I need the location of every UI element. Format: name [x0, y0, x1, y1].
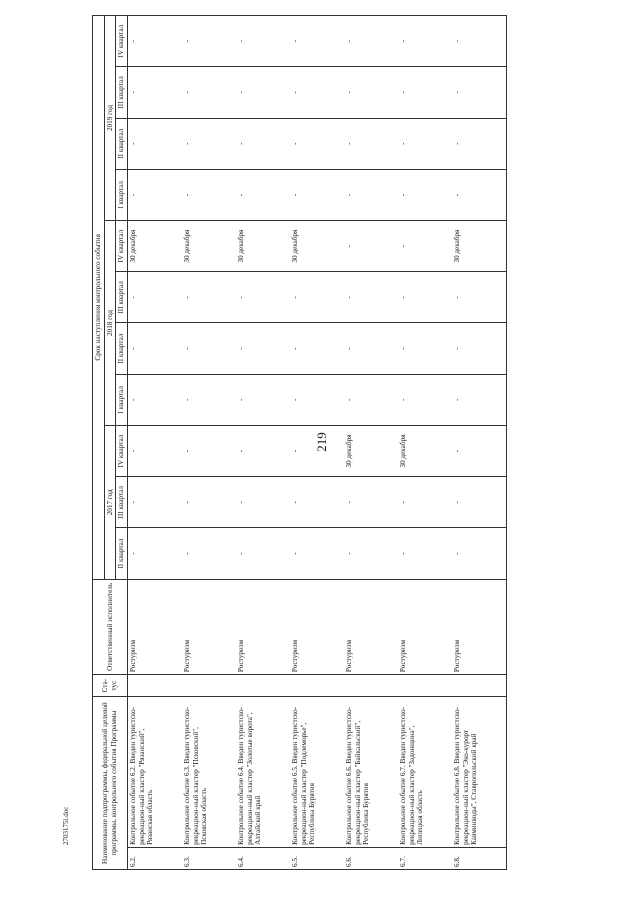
- deadline-cell: -: [452, 425, 507, 476]
- document-id: 2703175i.doc: [62, 806, 70, 845]
- deadline-cell: -: [127, 272, 182, 323]
- deadline-cell: -: [236, 477, 290, 528]
- deadline-cell: -: [127, 16, 182, 67]
- header-year-2019: 2019 год: [104, 16, 116, 221]
- deadline-cell: -: [182, 272, 236, 323]
- deadline-cell: -: [344, 272, 398, 323]
- event-status: [398, 675, 452, 697]
- table-row: [452, 16, 507, 870]
- event-status: [452, 675, 507, 697]
- deadline-cell: 30 декабря: [344, 425, 398, 476]
- deadline-cell: -: [290, 67, 344, 118]
- header-quarter: IV квартал: [116, 16, 128, 67]
- deadline-cell: -: [127, 374, 182, 425]
- rotated-table-container: [92, 15, 612, 870]
- row-number: 6.5.: [290, 847, 344, 869]
- responsible-executor: Ростуризм: [344, 579, 398, 674]
- deadline-cell: -: [398, 528, 452, 579]
- deadline-cell: -: [344, 16, 398, 67]
- deadline-cell: -: [452, 477, 507, 528]
- event-name: Контрольное событие 6.8. Введен туристско-рекреацион-ный кластер "Эко-курорт Кавминводы", Ставропольский край: [452, 697, 507, 848]
- deadline-cell: -: [398, 118, 452, 169]
- deadline-cell: -: [127, 323, 182, 374]
- table-row: [344, 16, 398, 870]
- deadline-cell: -: [182, 67, 236, 118]
- responsible-executor: Ростуризм: [127, 579, 182, 674]
- deadline-cell: -: [182, 169, 236, 220]
- deadline-cell: -: [452, 118, 507, 169]
- header-quarter: III квартал: [116, 67, 128, 118]
- deadline-cell: -: [182, 528, 236, 579]
- deadline-cell: -: [290, 425, 344, 476]
- header-status: Ста-тус: [93, 675, 128, 697]
- deadline-cell: -: [182, 118, 236, 169]
- deadline-cell: -: [236, 425, 290, 476]
- deadline-cell: -: [290, 477, 344, 528]
- table-row: [127, 16, 182, 870]
- header-quarter: III квартал: [116, 477, 128, 528]
- row-number: 6.3.: [182, 847, 236, 869]
- responsible-executor: Ростуризм: [182, 579, 236, 674]
- deadline-cell: 30 декабря: [182, 221, 236, 272]
- deadline-cell: -: [452, 374, 507, 425]
- deadline-cell: -: [398, 221, 452, 272]
- deadline-cell: -: [344, 169, 398, 220]
- deadline-cell: 30 декабря: [290, 221, 344, 272]
- deadline-cell: -: [236, 272, 290, 323]
- deadline-cell: -: [127, 67, 182, 118]
- header-name: Наименование подпрограммы, федеральной целевой программы, контрольного события Программы: [93, 697, 128, 870]
- deadline-cell: -: [398, 67, 452, 118]
- deadline-cell: -: [398, 16, 452, 67]
- event-name: Контрольное событие 6.3. Введен туристско-рекреацион-ный кластер "Псковский", Псковская область: [182, 697, 236, 848]
- deadline-cell: 30 декабря: [398, 425, 452, 476]
- deadline-cell: -: [127, 477, 182, 528]
- deadline-cell: -: [236, 323, 290, 374]
- deadline-cell: -: [290, 323, 344, 374]
- deadline-cell: -: [344, 477, 398, 528]
- table-row: [182, 16, 236, 870]
- deadline-cell: -: [182, 323, 236, 374]
- header-quarter: I квартал: [116, 374, 128, 425]
- table-row: [398, 16, 452, 870]
- header-deadline: Срок наступления контрольного события: [93, 16, 105, 580]
- event-name: Контрольное событие 6.7. Введен туристско-рекреацион-ный кластер "Задонщина", Липецкая область: [398, 697, 452, 848]
- deadline-cell: -: [344, 67, 398, 118]
- deadline-cell: -: [127, 118, 182, 169]
- responsible-executor: Ростуризм: [290, 579, 344, 674]
- deadline-cell: -: [398, 374, 452, 425]
- deadline-cell: -: [290, 272, 344, 323]
- table-row: [236, 16, 290, 870]
- responsible-executor: Ростуризм: [236, 579, 290, 674]
- deadline-cell: -: [127, 169, 182, 220]
- table-body: [127, 16, 506, 870]
- row-number: 6.8.: [452, 847, 507, 869]
- deadline-cell: -: [127, 528, 182, 579]
- event-status: [344, 675, 398, 697]
- deadline-cell: 30 декабря: [236, 221, 290, 272]
- deadline-cell: -: [452, 67, 507, 118]
- deadline-cell: -: [452, 323, 507, 374]
- event-name: Контрольное событие 6.6. Введен туристско-рекреацион-ный кластер "Байкальский", Республика Бурятия: [344, 697, 398, 848]
- row-number: 6.6.: [344, 847, 398, 869]
- header-year-2017: 2017 год: [104, 425, 116, 579]
- event-status: [236, 675, 290, 697]
- deadline-cell: -: [182, 16, 236, 67]
- deadline-cell: -: [452, 272, 507, 323]
- responsible-executor: Ростуризм: [398, 579, 452, 674]
- deadline-cell: -: [452, 16, 507, 67]
- deadline-cell: -: [182, 477, 236, 528]
- header-quarter: IV квартал: [116, 425, 128, 476]
- event-status: [127, 675, 182, 697]
- deadline-cell: 30 декабря: [452, 221, 507, 272]
- deadline-cell: -: [344, 118, 398, 169]
- page-number: 219: [314, 432, 329, 452]
- deadline-cell: -: [182, 374, 236, 425]
- deadline-cell: -: [398, 323, 452, 374]
- header-year-2018: 2018 год: [104, 221, 116, 426]
- deadline-cell: -: [290, 374, 344, 425]
- deadline-cell: -: [452, 528, 507, 579]
- deadline-cell: -: [236, 118, 290, 169]
- deadline-cell: -: [344, 221, 398, 272]
- deadline-cell: -: [344, 374, 398, 425]
- deadline-cell: -: [398, 169, 452, 220]
- deadline-cell: -: [398, 477, 452, 528]
- row-number: 6.4.: [236, 847, 290, 869]
- header-quarter: II квартал: [116, 118, 128, 169]
- event-status: [290, 675, 344, 697]
- deadline-cell: -: [344, 323, 398, 374]
- row-number: 6.7.: [398, 847, 452, 869]
- event-status: [182, 675, 236, 697]
- row-number: 6.2.: [127, 847, 182, 869]
- deadline-cell: -: [290, 528, 344, 579]
- deadline-cell: -: [344, 528, 398, 579]
- deadline-cell: -: [290, 118, 344, 169]
- deadline-cell: -: [290, 169, 344, 220]
- header-responsible: Ответственный исполнитель: [93, 579, 128, 674]
- deadline-cell: -: [236, 67, 290, 118]
- deadline-cell: 30 декабря: [127, 221, 182, 272]
- control-events-table: [92, 15, 507, 870]
- header-quarter: II квартал: [116, 528, 128, 579]
- event-name: Контрольное событие 6.2. Введен туристско-рекреацион-ный кластер "Рязанский", Рязанская область: [127, 697, 182, 848]
- deadline-cell: -: [398, 272, 452, 323]
- responsible-executor: Ростуризм: [452, 579, 507, 674]
- deadline-cell: -: [236, 169, 290, 220]
- deadline-cell: -: [236, 16, 290, 67]
- deadline-cell: -: [290, 16, 344, 67]
- event-name: Контрольное событие 6.4. Введен туристско-рекреацион-ный кластер "Золотые ворота", Алтайский край: [236, 697, 290, 848]
- deadline-cell: -: [236, 528, 290, 579]
- deadline-cell: -: [236, 374, 290, 425]
- event-name: Контрольное событие 6.5. Введен туристско-рекреацион-ный кластер "Подлеморье", Республика Бурятия: [290, 697, 344, 848]
- deadline-cell: -: [452, 169, 507, 220]
- header-quarter: IV квартал: [116, 221, 128, 272]
- header-quarter: I квартал: [116, 169, 128, 220]
- deadline-cell: -: [182, 425, 236, 476]
- deadline-cell: -: [127, 425, 182, 476]
- table-row: [290, 16, 344, 870]
- header-quarter: II квартал: [116, 323, 128, 374]
- header-quarter: III квартал: [116, 272, 128, 323]
